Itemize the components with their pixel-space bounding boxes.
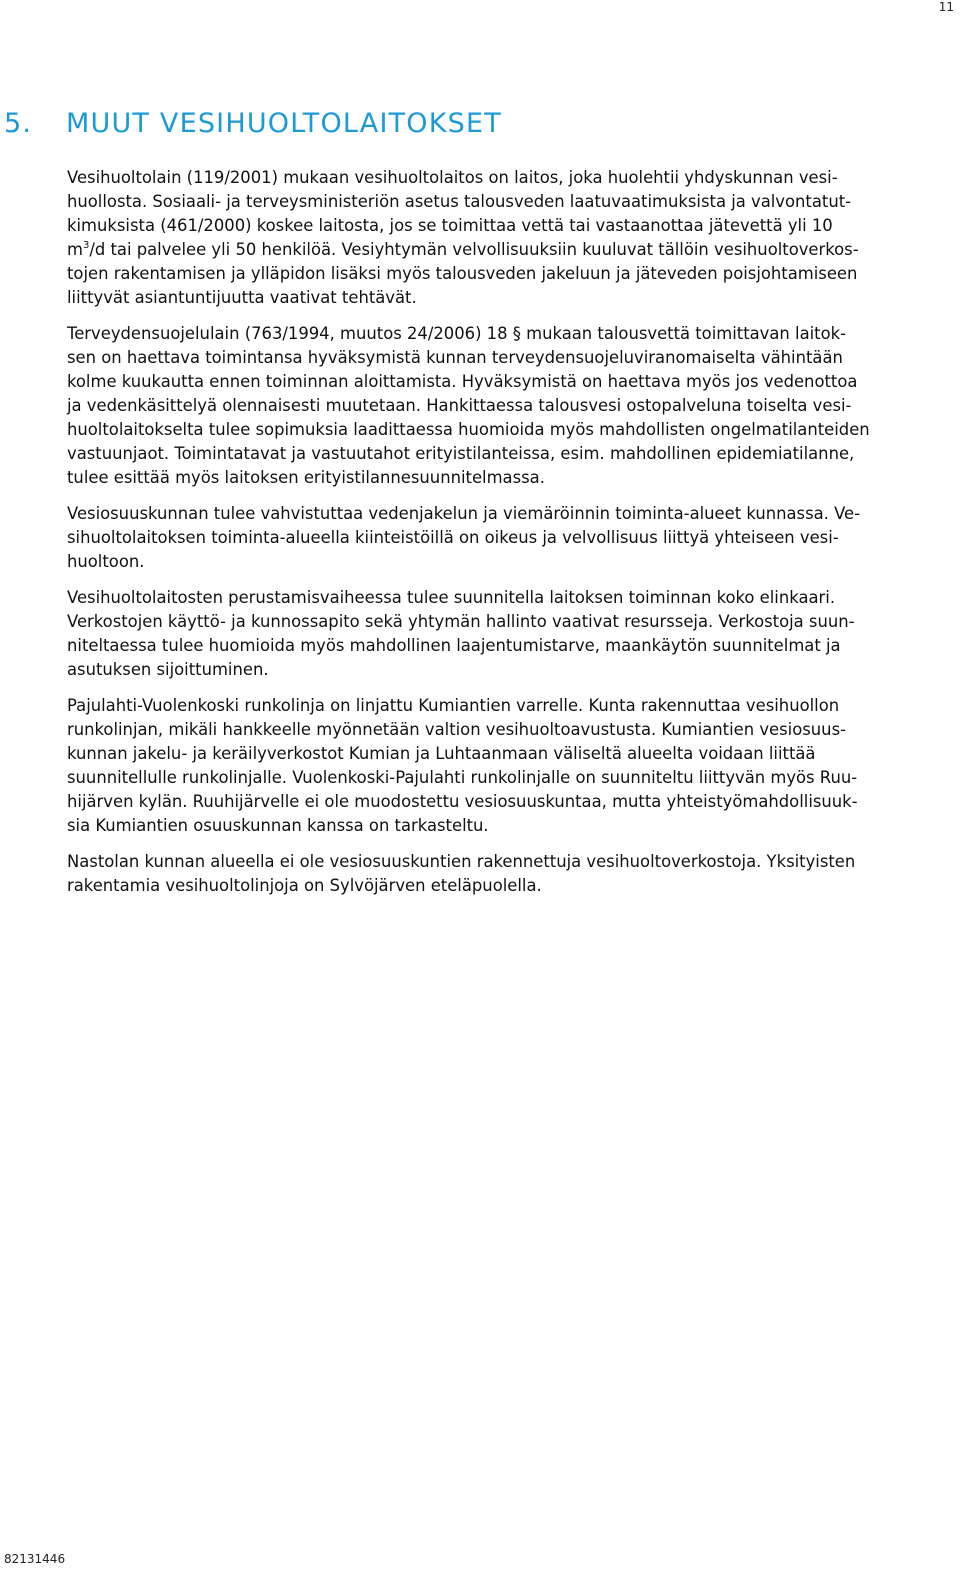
text-line: Vesihuoltolaitosten perustamisvaiheessa tulee suunnitella laitoksen toiminnan koko elinkaari. — [67, 588, 836, 607]
text-line: sen on haettava toimintansa hyväksymistä kunnan terveydensuojeluviranomaiselta vähintään — [67, 348, 843, 367]
text-line: Vesiosuuskunnan tulee vahvistuttaa vedenjakelun ja viemäröinnin toiminta-alueet kunnassa. Ve- — [67, 504, 861, 523]
section-number: 5. — [4, 108, 33, 139]
text-line: ja vedenkäsittelyä olennaisesti muutetaan. Hankittaessa talousvesi ostopalveluna toiselta vesi- — [67, 396, 852, 415]
text-line: Pajulahti-Vuolenkoski runkolinja on linjattu Kumiantien varrelle. Kunta rakennuttaa vesihuollon — [67, 696, 840, 715]
text-line: huoltoon. — [67, 552, 145, 571]
text-line: Vesihuoltolain (119/2001) mukaan vesihuoltolaitos on laitos, joka huolehtii yhdyskunnan vesi- — [67, 168, 838, 187]
text-line: huoltolaitokselta tulee sopimuksia laadittaessa huomioida myös mahdollisten ongelmatilanteiden — [67, 420, 870, 439]
page-number: 11 — [938, 0, 954, 14]
text-line: sihuoltolaitoksen toiminta-alueella kiinteistöillä on oikeus ja velvollisuus liittyä yhteiseen vesi- — [67, 528, 839, 547]
text-line: asutuksen sijoittuminen. — [67, 660, 269, 679]
section-title: MUUT VESIHUOLTOLAITOKSET — [66, 108, 502, 139]
text-line: kolme kuukautta ennen toiminnan aloittamista. Hyväksymistä on haettava myös jos vedenottoa — [67, 372, 858, 391]
text-line: rakentamia vesihuoltolinjoja on Sylvöjärven eteläpuolella. — [67, 876, 542, 895]
text-line: kunnan jakelu- ja keräilyverkostot Kumian ja Luhtaanmaan väliseltä alueelta voidaan liittää — [67, 744, 816, 763]
paragraph — [67, 166, 947, 310]
text-line: liittyvät asiantuntijuutta vaativat tehtävät. — [67, 288, 417, 307]
text-line: Terveydensuojelulain (763/1994, muutos 24/2006) 18 § mukaan talousvettä toimittavan laitok- — [67, 324, 847, 343]
section-heading — [4, 108, 502, 139]
text-line: sia Kumiantien osuuskunnan kanssa on tarkasteltu. — [67, 816, 489, 835]
text-line: Verkostojen käyttö- ja kunnossapito sekä yhtymän hallinto vaativat resursseja. Verkostoja suun- — [67, 612, 855, 631]
text-line: tojen rakentamisen ja ylläpidon lisäksi myös talousveden jakeluun ja jäteveden poisjohtamiseen — [67, 264, 858, 283]
body-text — [67, 166, 947, 910]
text-line: hijärven kylän. Ruuhijärvelle ei ole muodostettu vesiosuuskuntaa, mutta yhteistyömahdollisuuk- — [67, 792, 858, 811]
paragraph — [67, 322, 947, 490]
text-line: runkolinjan, mikäli hankkeelle myönnetään valtion vesihuoltoavustusta. Kumiantien vesiosuus- — [67, 720, 847, 739]
text-segment: /d tai palvelee yli 50 henkilöä. Vesiyhtymän velvollisuuksiin kuuluvat tällöin vesihuoltoverkos- — [89, 240, 859, 259]
text-line: niteltaessa tulee huomioida myös mahdollinen laajentumistarve, maankäytön suunnitelmat ja — [67, 636, 841, 655]
text-line: tulee esittää myös laitoksen erityistilannesuunnitelmassa. — [67, 468, 545, 487]
text-line: huollosta. Sosiaali- ja terveysministeriön asetus talousveden laatuvaatimuksista ja valvontatut- — [67, 192, 852, 211]
text-line: vastuunjaot. Toimintatavat ja vastuutahot erityistilanteissa, esim. mahdollinen epidemiatilanne, — [67, 444, 855, 463]
text-line — [67, 238, 947, 262]
text-segment: m — [67, 240, 83, 259]
paragraph — [67, 586, 947, 682]
text-line: Nastolan kunnan alueella ei ole vesiosuuskuntien rakennettuja vesihuoltoverkostoja. Yksityisten — [67, 852, 856, 871]
document-code: 82131446 — [4, 1552, 66, 1566]
paragraph — [67, 502, 947, 574]
text-line: kimuksista (461/2000) koskee laitosta, jos se toimittaa vettä tai vastaanottaa jätevettä yli 10 — [67, 216, 833, 235]
paragraph — [67, 850, 947, 898]
superscript: 3 — [82, 240, 90, 251]
paragraph — [67, 694, 947, 838]
text-line: suunnitellulle runkolinjalle. Vuolenkoski-Pajulahti runkolinjalle on suunniteltu liittyvän myös Ruu- — [67, 768, 858, 787]
